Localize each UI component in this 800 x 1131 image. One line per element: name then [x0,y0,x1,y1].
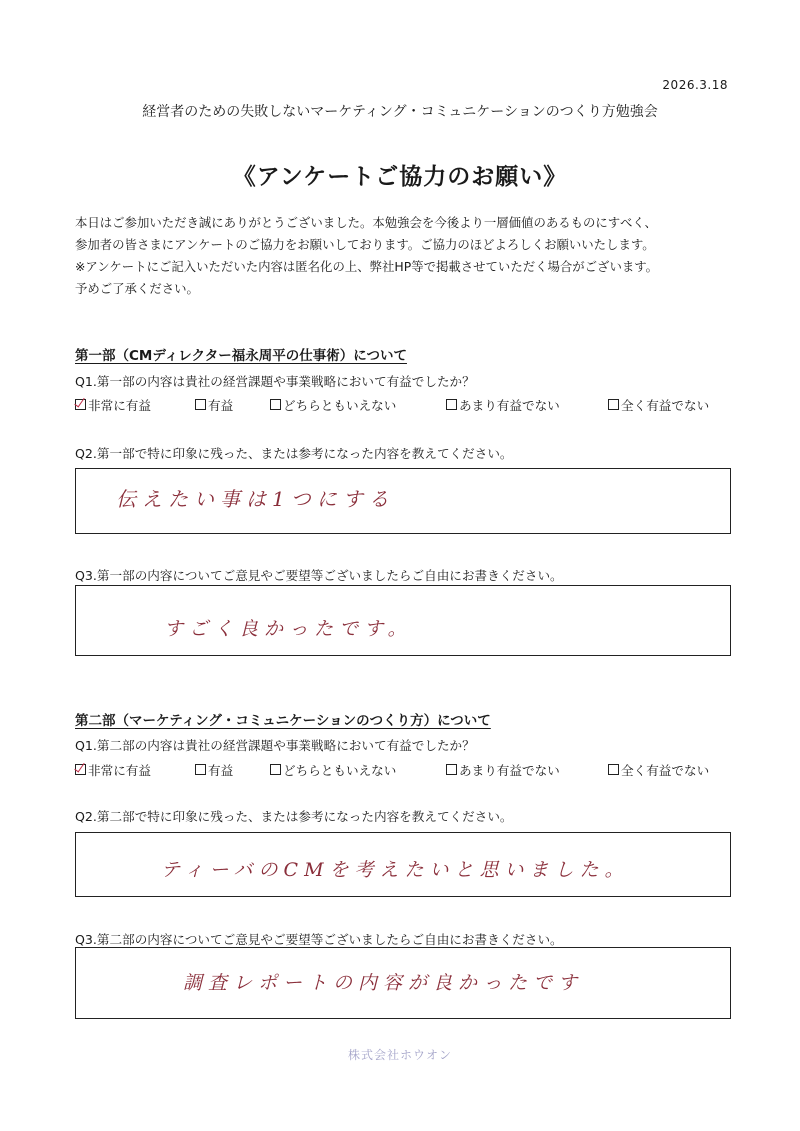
option-label: あまり有益でない [459,763,560,778]
intro-line: 予めご了承ください。 [75,281,199,296]
checkbox-checked-icon[interactable] [75,399,86,410]
section-1-q3: Q3.第一部の内容についてご意見やご要望等ございましたらご自由にお書きください。 [75,568,563,583]
checkbox-icon[interactable] [270,399,281,410]
section-2-heading: 第二部（マーケティング・コミュニケーションのつくり方）について [75,713,491,729]
intro-line: 参加者の皆さまにアンケートのご協力をお願いしております。ご協力のほどよろしくお願いいたします。 [75,237,655,252]
section-1-option-not-useful[interactable] [608,395,709,414]
checkbox-icon[interactable] [446,399,457,410]
section-1-option-not-very-useful[interactable] [446,395,560,414]
section-1-q3-handwritten-answer: すごく良かったです。 [164,618,413,640]
section-1-rating-options [75,395,735,411]
section-2-option-very-useful[interactable] [75,760,151,779]
checkbox-checked-icon[interactable] [75,764,86,775]
checkbox-icon[interactable] [608,399,619,410]
option-label: 有益 [208,398,234,413]
page-title: 《アンケートご協力のお願い》 [232,164,568,190]
option-label: どちらともいえない [283,398,397,413]
section-2-option-neutral[interactable] [270,760,396,779]
section-2-q2-answer-box[interactable] [75,832,731,897]
section-2-q2: Q2.第二部で特に印象に残った、または参考になった内容を教えてください。 [75,809,513,824]
section-2-option-not-useful[interactable] [608,760,709,779]
section-2-rating-options [75,760,735,776]
section-2-option-useful[interactable] [195,760,233,779]
section-1-heading: 第一部（CMディレクター福永周平の仕事術）について [75,348,407,364]
option-label: 非常に有益 [88,398,151,413]
checkbox-icon[interactable] [446,764,457,775]
section-2-q3-answer-box[interactable] [75,947,731,1019]
section-1-option-neutral[interactable] [270,395,396,414]
checkbox-icon[interactable] [195,764,206,775]
checkbox-icon[interactable] [608,764,619,775]
company-name: 株式会社ホウオン [347,1048,452,1062]
option-label: 全く有益でない [621,398,710,413]
section-1-q1: Q1.第一部の内容は貴社の経営課題や事業戦略において有益でしたか？ [75,374,475,389]
section-2-q3: Q3.第二部の内容についてご意見やご要望等ございましたらご自由にお書きください。 [75,932,563,947]
option-label: 非常に有益 [88,763,151,778]
section-1-q2-handwritten-answer: 伝えたい事は1つにする [116,487,395,511]
section-2-q2-handwritten-answer: ティーバのCMを考えたいと思いました。 [161,859,630,881]
section-1-q3-answer-box[interactable] [75,585,731,656]
survey-date: 2026.3.18 [662,78,728,92]
section-1-option-useful[interactable] [195,395,233,414]
section-1-q2: Q2.第一部で特に印象に残った、または参考になった内容を教えてください。 [75,446,513,461]
section-1-q2-answer-box[interactable] [75,468,731,534]
section-1-option-very-useful[interactable] [75,395,151,414]
intro-text [75,212,735,300]
event-title: 経営者のための失敗しないマーケティング・コミュニケーションのつくり方勉強会 [142,104,658,120]
checkbox-icon[interactable] [195,399,206,410]
intro-line: 本日はご参加いただき誠にありがとうございました。本勉強会を今後より一層価値のあるものにすべく、 [75,215,657,230]
option-label: あまり有益でない [459,398,560,413]
option-label: どちらともいえない [283,763,397,778]
section-2-q3-handwritten-answer: 調査レポートの内容が良かったです [183,972,584,994]
section-2-option-not-very-useful[interactable] [446,760,560,779]
option-label: 全く有益でない [621,763,710,778]
intro-line: ※アンケートにご記入いただいた内容は匿名化の上、弊社HP等で掲載させていただく場合がございます。 [75,259,659,274]
option-label: 有益 [208,763,234,778]
section-2-q1: Q1.第二部の内容は貴社の経営課題や事業戦略において有益でしたか？ [75,738,475,753]
checkbox-icon[interactable] [270,764,281,775]
